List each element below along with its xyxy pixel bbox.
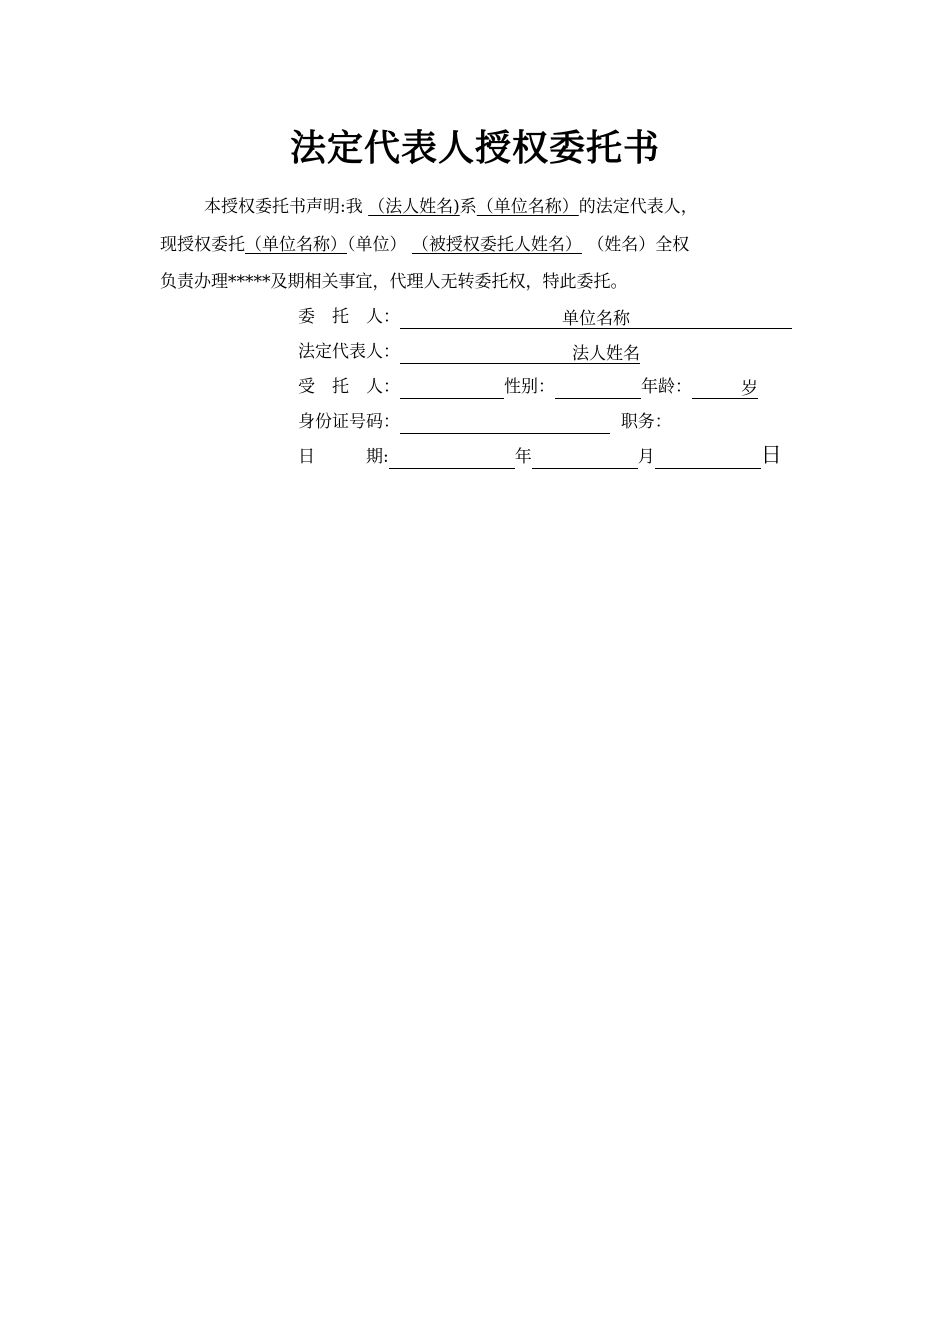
statement-line-3: 负责办理*****及期相关事宜，代理人无转委托权，特此委托。 [160,272,628,292]
month-unit: 月 [637,447,655,467]
principal-value: 单位名称 [400,308,792,329]
statement-line2-prefix: 现授权委托 [160,235,245,255]
gender-blank[interactable] [555,378,641,399]
legal-rep-value: 法人姓名 [400,343,640,364]
day-blank[interactable] [655,448,761,469]
principal-row [298,305,792,329]
day-unit: 日 [760,443,782,467]
statement-connector: 系 [459,197,477,217]
id-row [298,410,672,434]
unit-name-placeholder-2: （单位名称） [245,235,347,255]
agent-row [298,375,758,399]
legal-rep-row [298,340,640,364]
unit-paren-label: （单位） [347,235,407,255]
statement-line-1 [204,195,698,219]
date-row [298,443,782,469]
month-blank[interactable] [532,448,638,469]
year-blank[interactable] [389,448,515,469]
document-title: 法定代表人授权委托书 [289,128,660,169]
position-label: 职务： [620,412,672,432]
statement-prefix: 本授权委托书声明:我 [204,197,363,217]
age-label: 年龄： [641,377,692,397]
principal-label: 委 托 人： [298,307,400,327]
statement-line-2 [160,233,689,257]
date-label: 日 期: [298,447,389,467]
legal-name-placeholder: （法人姓名) [368,197,460,217]
age-unit: 岁 [741,379,758,399]
agent-blank[interactable] [400,378,504,399]
id-blank[interactable] [400,413,610,434]
legal-rep-label: 法定代表人： [298,342,400,362]
year-unit: 年 [514,447,532,467]
unit-name-placeholder: （单位名称） [476,197,579,217]
age-blank[interactable] [692,378,758,399]
agent-label: 受 托 人： [298,377,400,397]
gender-label: 性别： [504,377,555,397]
id-label: 身份证号码： [298,412,400,432]
statement-suffix: 的法定代表人， [578,197,698,217]
agent-name-placeholder: （被授权委托人姓名） [411,235,582,255]
statement-line2-suffix: （姓名）全权 [587,235,690,255]
